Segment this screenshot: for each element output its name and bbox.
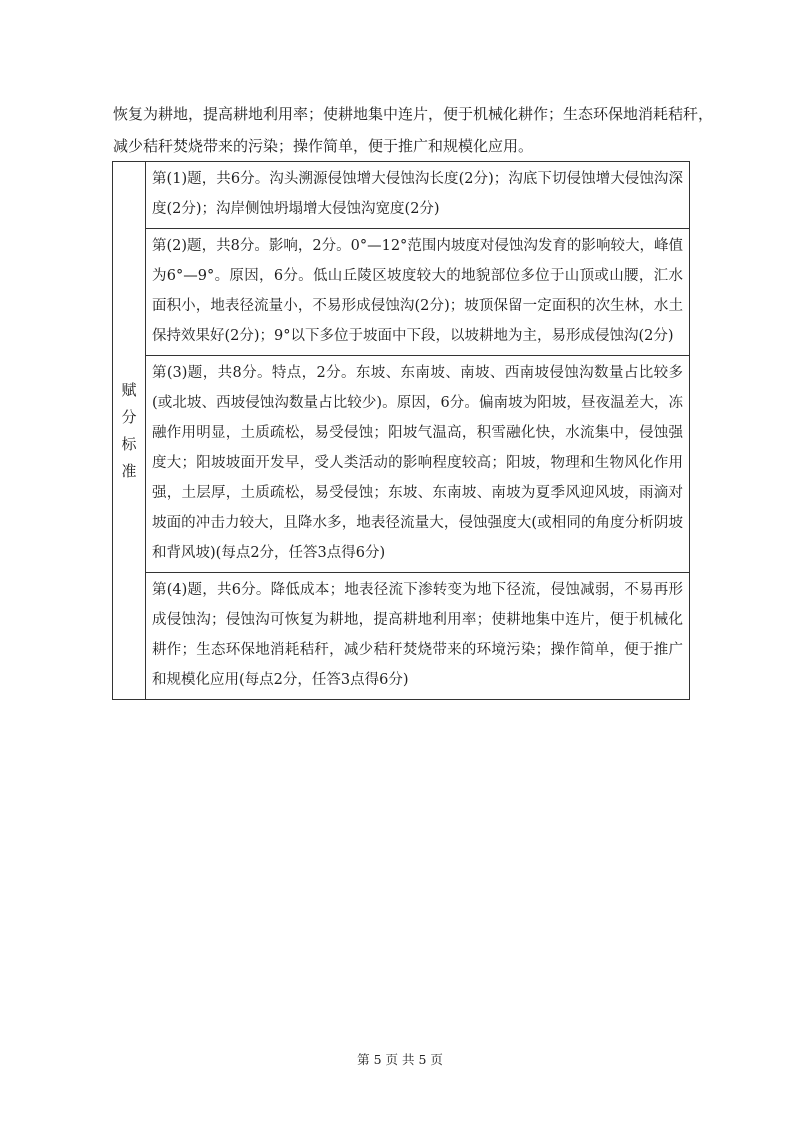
side-label-char: 准: [121, 461, 137, 480]
page-number: 第 5 页 共 5 页: [357, 1052, 443, 1067]
intro-line-2: 减少秸秆焚烧带来的污染；操作简单，便于推广和规模化应用。: [113, 137, 534, 155]
criteria-item-3: 第(3)题，共8分。特点，2分。东坡、东南坡、南坡、西南坡侵蚀沟数量占比较多(或北坡、西坡侵蚀沟数量占比较少)。原因，6分。偏南坡为阳坡，昼夜温差大，冻融作用明显，土质疏松，易受侵蚀；阳坡气温高，积雪融化快，水流集中，侵蚀强度大；阳坡坡面开发早，受人类活动的影响程度较高；阳坡，物理和生物风化作用强，土层厚，土质疏松，易受侵蚀；东坡、东南坡、南坡为夏季风迎风坡，雨滴对坡面的冲击力较大，且降水多，地表径流量大，侵蚀强度大(或相同的角度分析阴坡和背风坡)(每点2分，任答3点得6分): [146, 356, 690, 573]
table-row: [113, 229, 690, 356]
side-label-char: 赋: [121, 380, 137, 399]
side-label-char: 标: [121, 434, 137, 453]
criteria-item-2: 第(2)题，共8分。影响，2分。0°—12°范围内坡度对侵蚀沟发育的影响较大，峰值为6°—9°。原因，6分。低山丘陵区坡度较大的地貌部位多位于山顶或山腰，汇水面积小，地表径流量小，不易形成侵蚀沟(2分)；坡顶保留一定面积的次生林，水土保持效果好(2分)；9°以下多位于坡面中下段，以坡耕地为主，易形成侵蚀沟(2分): [146, 229, 690, 356]
scoring-criteria-table: [112, 161, 690, 700]
table-row: [113, 162, 690, 229]
table-row: [113, 356, 690, 573]
criteria-item-4: 第(4)题，共6分。降低成本；地表径流下渗转变为地下径流，侵蚀减弱，不易再形成侵蚀沟；侵蚀沟可恢复为耕地，提高耕地利用率；使耕地集中连片，便于机械化耕作；生态环保地消耗秸秆，减少秸秆焚烧带来的环境污染；操作简单，便于推广和规模化应用(每点2分，任答3点得6分): [146, 573, 690, 700]
intro-line-1: 恢复为耕地，提高耕地利用率；使耕地集中连片，便于机械化耕作；生态环保地消耗秸秆，: [113, 105, 714, 123]
intro-paragraph: [113, 98, 714, 162]
table-row: [113, 573, 690, 700]
side-label-char: 分: [121, 407, 137, 426]
scoring-criteria-label: [113, 162, 146, 700]
criteria-item-1: 第(1)题，共6分。沟头溯源侵蚀增大侵蚀沟长度(2分)；沟底下切侵蚀增大侵蚀沟深度(2分)；沟岸侧蚀坍塌增大侵蚀沟宽度(2分): [146, 162, 690, 229]
